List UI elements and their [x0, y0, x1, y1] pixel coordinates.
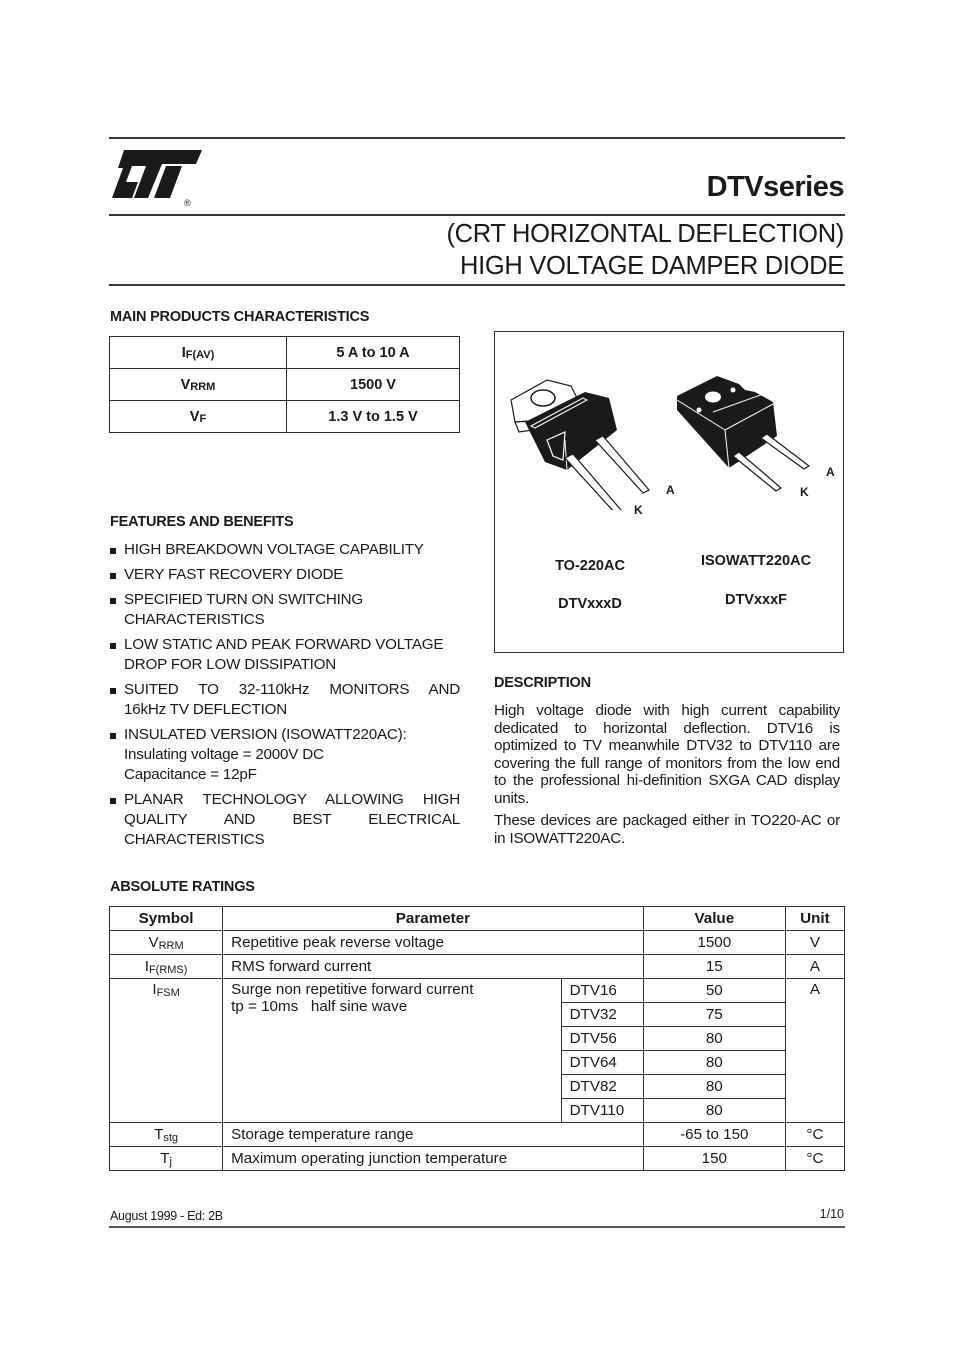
symbol-cell [110, 369, 287, 401]
column-header-symbol: Symbol [110, 907, 223, 931]
value-cell: 80 [643, 1099, 785, 1123]
table-row [110, 955, 845, 979]
value-cell: 80 [643, 1027, 785, 1051]
feature-text: INSULATED VERSION (ISOWATT220AC): [124, 726, 407, 743]
symbol: V [148, 933, 159, 951]
feature-item [110, 635, 460, 675]
value-cell: 75 [643, 1003, 785, 1027]
symbol-cell [110, 955, 223, 979]
symbol: I [152, 981, 157, 998]
feature-text: 16kHz TV DEFLECTION [124, 701, 288, 718]
symbol: I [181, 344, 186, 361]
subtitle-line-1: (CRT HORIZONTAL DEFLECTION) [446, 220, 844, 248]
to220ac-package-name: TO-220AC [555, 558, 625, 574]
unit-cell: °C [785, 1123, 844, 1147]
column-header-value: Value [643, 907, 785, 931]
description-paragraph: High voltage diode with high current capability dedicated to horizontal deflection. DTV16 is optimized to TV meanwhile DTV32 to DTV110 are covering the full range of monitors from the low end to the professional hi-definition SXGA CAD display units. [494, 702, 840, 807]
symbol: V [189, 408, 200, 425]
unit-cell: V [785, 931, 844, 955]
bullet-square-icon [110, 548, 116, 554]
bullet-square-icon [110, 733, 116, 739]
subtitle-line-2: HIGH VOLTAGE DAMPER DIODE [459, 252, 844, 280]
feature-item [110, 565, 460, 585]
features-heading: FEATURES AND BENEFITS [110, 514, 294, 530]
unit-cell: A [785, 955, 844, 979]
device-cell: DTV16 [561, 979, 643, 1003]
feature-text: QUALITY AND BEST ELECTRICAL [124, 811, 460, 828]
symbol: I [144, 957, 149, 975]
to220-pin-a-label: A [666, 483, 675, 497]
symbol-subscript: RRM [190, 380, 216, 393]
feature-text: LOW STATIC AND PEAK FORWARD VOLTAGE [124, 636, 444, 653]
column-header-unit: Unit [785, 907, 844, 931]
isowatt220ac-package-name: ISOWATT220AC [700, 553, 812, 569]
symbol-subscript: F(AV) [185, 348, 215, 361]
device-cell: DTV82 [561, 1075, 643, 1099]
description-paragraph: These devices are packaged either in TO220-AC or in ISOWATT220AC. [494, 812, 840, 847]
symbol-cell [110, 1123, 223, 1147]
features-list [110, 540, 460, 855]
feature-text: Capacitance = 12pF [124, 766, 257, 783]
feature-text: HIGH BREAKDOWN VOLTAGE CAPABILITY [124, 541, 424, 558]
symbol: T [154, 1125, 164, 1143]
header-top-rule [109, 137, 845, 139]
unit-cell: °C [785, 1147, 844, 1171]
device-cell: DTV32 [561, 1003, 643, 1027]
device-cell: DTV110 [561, 1099, 643, 1123]
bullet-square-icon [110, 643, 116, 649]
value-cell: 80 [643, 1051, 785, 1075]
table-row [110, 931, 845, 955]
absolute-ratings-heading: ABSOLUTE RATINGS [110, 879, 255, 895]
registered-mark: ® [184, 198, 191, 208]
feature-text: Insulating voltage = 2000V DC [124, 746, 324, 763]
value-cell: 50 [643, 979, 785, 1003]
feature-text: CHARACTERISTICS [124, 611, 265, 628]
feature-item [110, 725, 460, 785]
header-mid-rule [109, 214, 845, 216]
parameter-cell: Repetitive peak reverse voltage [223, 931, 644, 955]
bullet-square-icon [110, 598, 116, 604]
st-logo [110, 148, 205, 210]
value-cell: 1500 [643, 931, 785, 955]
symbol-cell [110, 337, 287, 369]
isowatt-pin-a-label: A [826, 465, 835, 479]
value-cell: 1.3 V to 1.5 V [287, 401, 460, 433]
document-subtitle [446, 218, 844, 282]
feature-item [110, 590, 460, 630]
symbol-subscript: j [169, 1155, 172, 1168]
parameter-text: Surge non repetitive forward current [231, 981, 474, 998]
symbol-subscript: stg [163, 1131, 179, 1144]
parameter-cell [223, 979, 561, 1123]
symbol: T [160, 1149, 170, 1167]
footer-edition: August 1999 - Ed: 2B [110, 1209, 223, 1223]
footer-rule [109, 1226, 845, 1228]
feature-text: DROP FOR LOW DISSIPATION [124, 656, 337, 673]
device-cell: DTV64 [561, 1051, 643, 1075]
feature-text: CHARACTERISTICS [124, 831, 265, 848]
table-row [110, 979, 845, 1003]
parameter-cell: RMS forward current [223, 955, 644, 979]
symbol-cell [110, 931, 223, 955]
isowatt220ac-part-number: DTVxxxF [724, 592, 788, 608]
description-heading: DESCRIPTION [494, 675, 591, 691]
table-row [110, 1123, 845, 1147]
unit-cell: A [785, 979, 844, 1123]
device-cell: DTV56 [561, 1027, 643, 1051]
description-body [494, 702, 840, 852]
feature-text: VERY FAST RECOVERY DIODE [124, 566, 344, 583]
feature-text: SUITED TO 32-110kHz MONITORS AND [124, 681, 460, 698]
header-bottom-rule [109, 284, 845, 286]
feature-text: PLANAR TECHNOLOGY ALLOWING HIGH [124, 791, 460, 808]
value-cell: -65 to 150 [643, 1123, 785, 1147]
table-row [110, 337, 460, 369]
table-row [110, 369, 460, 401]
symbol-subscript: F(RMS) [148, 963, 188, 976]
value-cell: 5 A to 10 A [287, 337, 460, 369]
main-characteristics-table [109, 336, 460, 433]
symbol-subscript: F [199, 412, 207, 425]
feature-item [110, 680, 460, 720]
symbol-subscript: RRM [158, 939, 184, 952]
symbol-cell [110, 401, 287, 433]
isowatt220ac-package-drawing [673, 372, 843, 492]
series-title: DTVseries [706, 171, 844, 203]
value-cell: 150 [643, 1147, 785, 1171]
column-header-parameter: Parameter [223, 907, 644, 931]
table-row [110, 1147, 845, 1171]
absolute-ratings-table [109, 906, 845, 1171]
feature-item [110, 790, 460, 850]
value-cell: 1500 V [287, 369, 460, 401]
bullet-square-icon [110, 688, 116, 694]
to220-pin-k-label: K [634, 503, 643, 517]
parameter-cell: Storage temperature range [223, 1123, 644, 1147]
parameter-cell: Maximum operating junction temperature [223, 1147, 644, 1171]
main-characteristics-heading: MAIN PRODUCTS CHARACTERISTICS [110, 309, 370, 325]
feature-text: SPECIFIED TURN ON SWITCHING [124, 591, 364, 608]
package-illustration-box [494, 331, 844, 653]
to220ac-part-number: DTVxxxD [558, 596, 622, 612]
table-header-row [110, 907, 845, 931]
symbol: V [180, 376, 191, 393]
bullet-square-icon [110, 573, 116, 579]
parameter-condition: tp = 10ms half sine wave [231, 998, 408, 1015]
footer-page-number: 1/10 [819, 1207, 844, 1221]
symbol-subscript: FSM [156, 987, 180, 999]
isowatt-pin-k-label: K [800, 485, 809, 499]
value-cell: 80 [643, 1075, 785, 1099]
to220ac-package-drawing [503, 370, 673, 510]
table-row [110, 401, 460, 433]
symbol-cell [110, 979, 223, 1123]
value-cell: 15 [643, 955, 785, 979]
feature-item [110, 540, 460, 560]
bullet-square-icon [110, 798, 116, 804]
symbol-cell [110, 1147, 223, 1171]
